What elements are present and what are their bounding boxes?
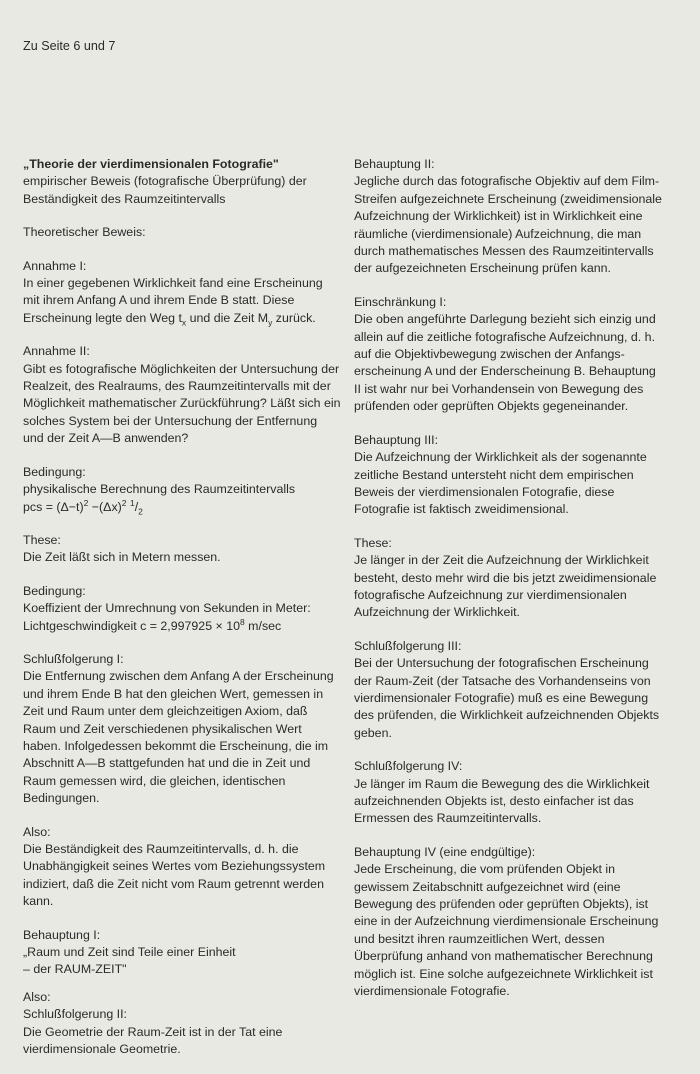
behauptung-2-text: Jegliche durch das fotografische Objektiv auf dem Film-Streifen aufgezeichnete Erscheinung (zweidimensionale Aufzeichnung der Wirklichkeit) ist in Wirklichkeit eine räumliche (vierdimensionale) Aufzeichnung, die man durch mathematisches Messen des Raumzeitintervalls der aufgezeichneten Erscheinung prüfen kann.	[354, 174, 662, 276]
these-1-heading: These:	[23, 532, 61, 547]
schluss-3-text: Bei der Untersuchung der fotografischen Erscheinung der Raum-Zeit (der Tatsache des Vorhandenseins von vierdimensionaler Fotografie) muß es eine Bewegung des prüfenden, die Wirklichkeit aufzeichnenden Objekts geben.	[354, 656, 660, 740]
bedingung-2-block	[23, 583, 341, 635]
schluss-1-block	[23, 651, 341, 808]
behauptung-1-heading: Behauptung I:	[23, 927, 101, 942]
behauptung-1-line-1: „Raum und Zeit sind Teile einer Einheit	[23, 945, 236, 960]
theory-heading-block	[23, 224, 341, 241]
einschraenkung-1-heading: Einschränkung I:	[354, 294, 447, 309]
behauptung-3-heading: Behauptung III:	[354, 432, 439, 447]
einschraenkung-1-block	[354, 294, 664, 416]
annahme-2-block	[23, 343, 341, 447]
behauptung-4-heading: Behauptung IV (eine endgültige):	[354, 844, 536, 859]
annahme-1-text: In einer gegebenen Wirklichkeit fand eine Erscheinung mit ihrem Anfang A und ihrem Ende B statt. Diese Erscheinung legte den Weg $t_x$ und die Zeit $M_y$ zurück.	[23, 276, 323, 328]
schluss-2-text: Die Geometrie der Raum-Zeit ist in der Tat eine vierdimensionale Geometrie.	[23, 1024, 283, 1057]
also-2-heading: Also:	[23, 989, 51, 1004]
also-1-text: Die Beständigkeit des Raumzeitintervalls, d. h. die Unabhängigkeit seines Wertes vom Beziehungssystem indiziert, daß die Zeit nicht vom Raum getrennt werden kann.	[23, 842, 326, 909]
behauptung-1-line-2: – der RAUM-ZEIT"	[23, 962, 127, 977]
schluss-1-heading: Schlußfolgerung I:	[23, 651, 124, 666]
bedingung-1-block	[23, 464, 341, 516]
schluss-4-heading: Schlußfolgerung IV:	[354, 759, 463, 774]
annahme-2-heading: Annahme II:	[23, 344, 90, 359]
right-column	[354, 156, 664, 1016]
schluss-3-block	[354, 638, 664, 742]
schluss-3-heading: Schlußfolgerung III:	[354, 638, 462, 653]
behauptung-3-text: Die Aufzeichnung der Wirklichkeit als der sogenannte zeitliche Bestand untersteht nicht dem empirischen Beweis der vierdimensionalen Fotografie, diese Fotografie ist faktisch zweidimensional.	[354, 450, 647, 517]
also-1-block	[23, 824, 341, 911]
page-header: Zu Seite 6 und 7	[23, 39, 116, 53]
title-block	[23, 156, 341, 208]
bedingung-2-text: Koeffizient der Umrechnung von Sekunden in Meter:	[23, 601, 311, 616]
schluss-4-text: Je länger im Raum die Bewegung des die Wirklichkeit aufzeichnenden Objekts ist, desto einfacher ist das Ermessen des Raumzeitintervalls.	[354, 776, 650, 826]
light-speed-line: Lichtgeschwindigkeit $c = 2,997925 \times 10^8$ m/sec	[23, 616, 282, 633]
schluss-2-heading: Schlußfolgerung II:	[23, 1007, 128, 1022]
also-2-block	[23, 989, 341, 1059]
behauptung-4-text: Jede Erscheinung, die vom prüfenden Objekt in gewissem Zeitabschnitt aufgezeichnet wird (eine Bewegung des prüfenden oder geprüften Objekts), ist eine in der Aufzeichnung vierdimensionale Erscheinung und besitzt ihren raumzeitlichen Wert, dessen Überprüfung anhand von mathematischer Berechnung möglich ist. Eine solche aufgezeichnete Wirklichkeit ist vierdimensionale Fotografie.	[354, 862, 659, 999]
bedingung-1-text: physikalische Berechnung des Raumzeitintervalls	[23, 482, 296, 497]
behauptung-4-block	[354, 844, 664, 1001]
these-2-heading: These:	[354, 535, 392, 550]
interval-formula: pcs = $(\Delta-t)^2 -(\Delta x)^2$ $^1/_2$	[23, 497, 143, 516]
behauptung-2-heading: Behauptung II:	[354, 157, 435, 171]
annahme-2-text: Gibt es fotografische Möglichkeiten der Untersuchung der Realzeit, des Realraums, des Raumzeitintervalls mit der Möglichkeit mathematischer Zurückführung? Läßt sich ein solches System bei der Untersuchung der Entfernung und der Zeit A—B anwenden?	[23, 361, 341, 446]
document-subtitle: empirischer Beweis (fotografische Überprüfung) der Beständigkeit des Raumzeitintervalls	[23, 174, 307, 206]
bedingung-2-heading: Bedingung:	[23, 583, 86, 598]
schluss-4-block	[354, 758, 664, 828]
behauptung-2-block	[354, 156, 664, 278]
theory-heading: Theoretischer Beweis:	[23, 225, 146, 240]
also-1-heading: Also:	[23, 824, 51, 839]
these-1-text: Die Zeit läßt sich in Metern messen.	[23, 550, 221, 565]
these-2-text: Je länger in der Zeit die Aufzeichnung der Wirklichkeit besteht, desto mehr wird die bis jetzt zweidimensionale fotografische Aufzeichnung zur vierdimensionalen Aufzeichnung der Wirklichkeit.	[354, 553, 657, 620]
annahme-1-heading: Annahme I:	[23, 258, 87, 273]
behauptung-1-block	[23, 927, 341, 979]
these-2-block	[354, 535, 664, 622]
document-title: „Theorie der vierdimensionalen Fotografie"	[23, 157, 279, 171]
these-1-block	[23, 532, 341, 567]
einschraenkung-1-text: Die oben angeführte Darlegung bezieht sich einzig und allein auf die zeitliche fotografische Aufzeichnung, d. h. auf die Objektivbewegung zwischen der Anfangs-erscheinung A und der Enderscheinung B. Behauptung II ist wahr nur bei Vorhandensein von Bewegung des prüfenden oder geprüften Objekts gegeneinander.	[354, 312, 656, 414]
left-column	[23, 156, 341, 1074]
schluss-1-text: Die Entfernung zwischen dem Anfang A der Erscheinung und ihrem Ende B hat den gleichen Wert, gemessen in Zeit und Raum unter dem gleichzeitigen Axiom, daß Raum und Zeit verschiedenen physikalischen Wert haben. Infolgedessen bekommt die Erscheinung, die im Abschnitt A—B stattgefunden hat und die in Zeit und Raum gemessen wird, die gleichen, identischen Bedingungen.	[23, 669, 334, 806]
annahme-1-block	[23, 258, 341, 328]
bedingung-1-heading: Bedingung:	[23, 464, 86, 479]
behauptung-3-block	[354, 432, 664, 519]
